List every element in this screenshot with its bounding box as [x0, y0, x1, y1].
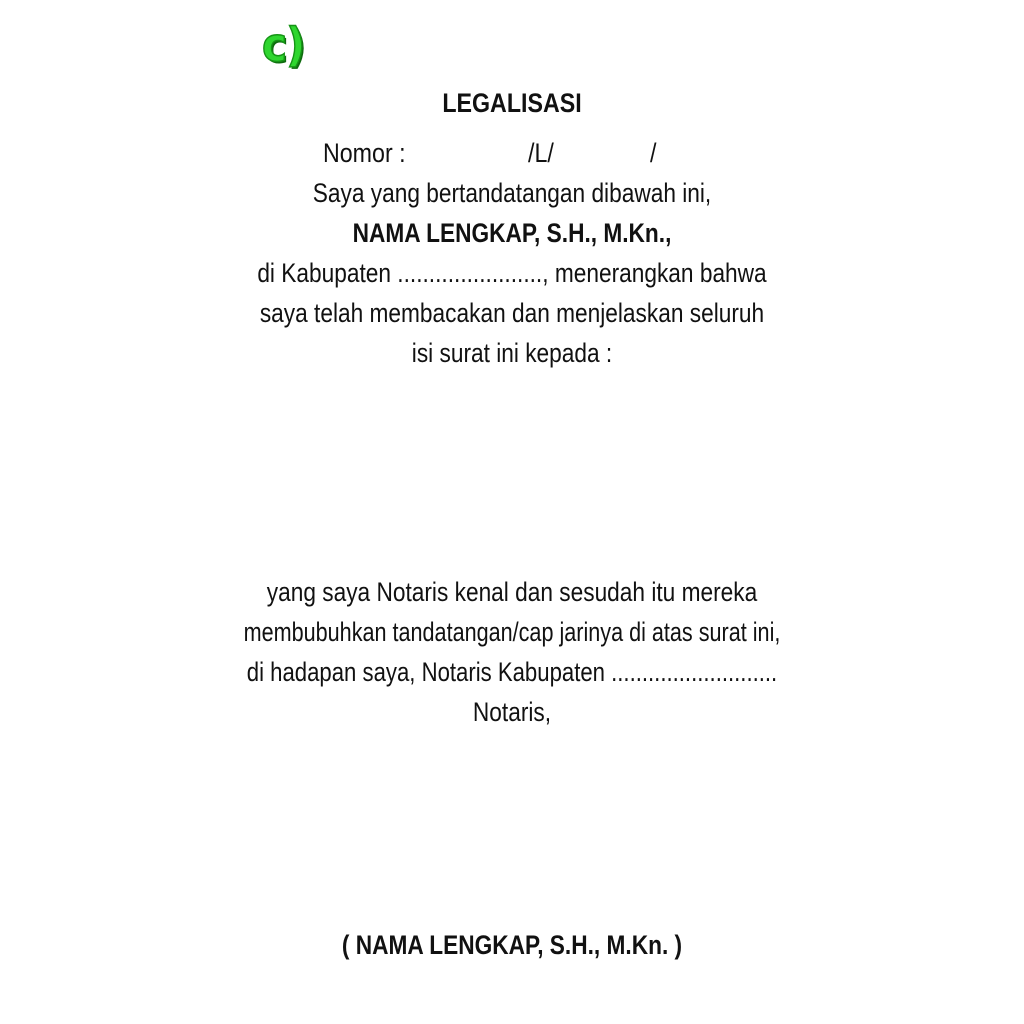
- nomor-separator-end: /: [650, 138, 657, 168]
- nomor-label: Nomor :: [323, 138, 406, 168]
- closing-line-1: yang saya Notaris kenal dan sesudah itu mereka: [266, 577, 758, 607]
- notaris-label: Notaris,: [472, 697, 552, 727]
- notary-name-line: NAMA LENGKAP, S.H., M.Kn.,: [352, 218, 672, 248]
- closing-line-2: membubuhkan tandatangan/cap jarinya di atas surat ini,: [243, 617, 781, 647]
- intro-line-4: saya telah membacakan dan menjelaskan seluruh: [259, 298, 765, 328]
- intro-line-3: di Kabupaten ......................., menerangkan bahwa: [257, 258, 767, 288]
- closing-line-3: di hadapan saya, Notaris Kabupaten ...........................: [246, 657, 778, 687]
- signature-name: ( NAMA LENGKAP, S.H., M.Kn. ): [341, 930, 683, 960]
- document-title: LEGALISASI: [442, 88, 582, 118]
- nomor-separator-l: /L/: [528, 138, 554, 168]
- section-label: c): [262, 18, 305, 72]
- intro-line-1: Saya yang bertandatangan dibawah ini,: [312, 178, 712, 208]
- intro-line-5: isi surat ini kepada :: [411, 338, 613, 368]
